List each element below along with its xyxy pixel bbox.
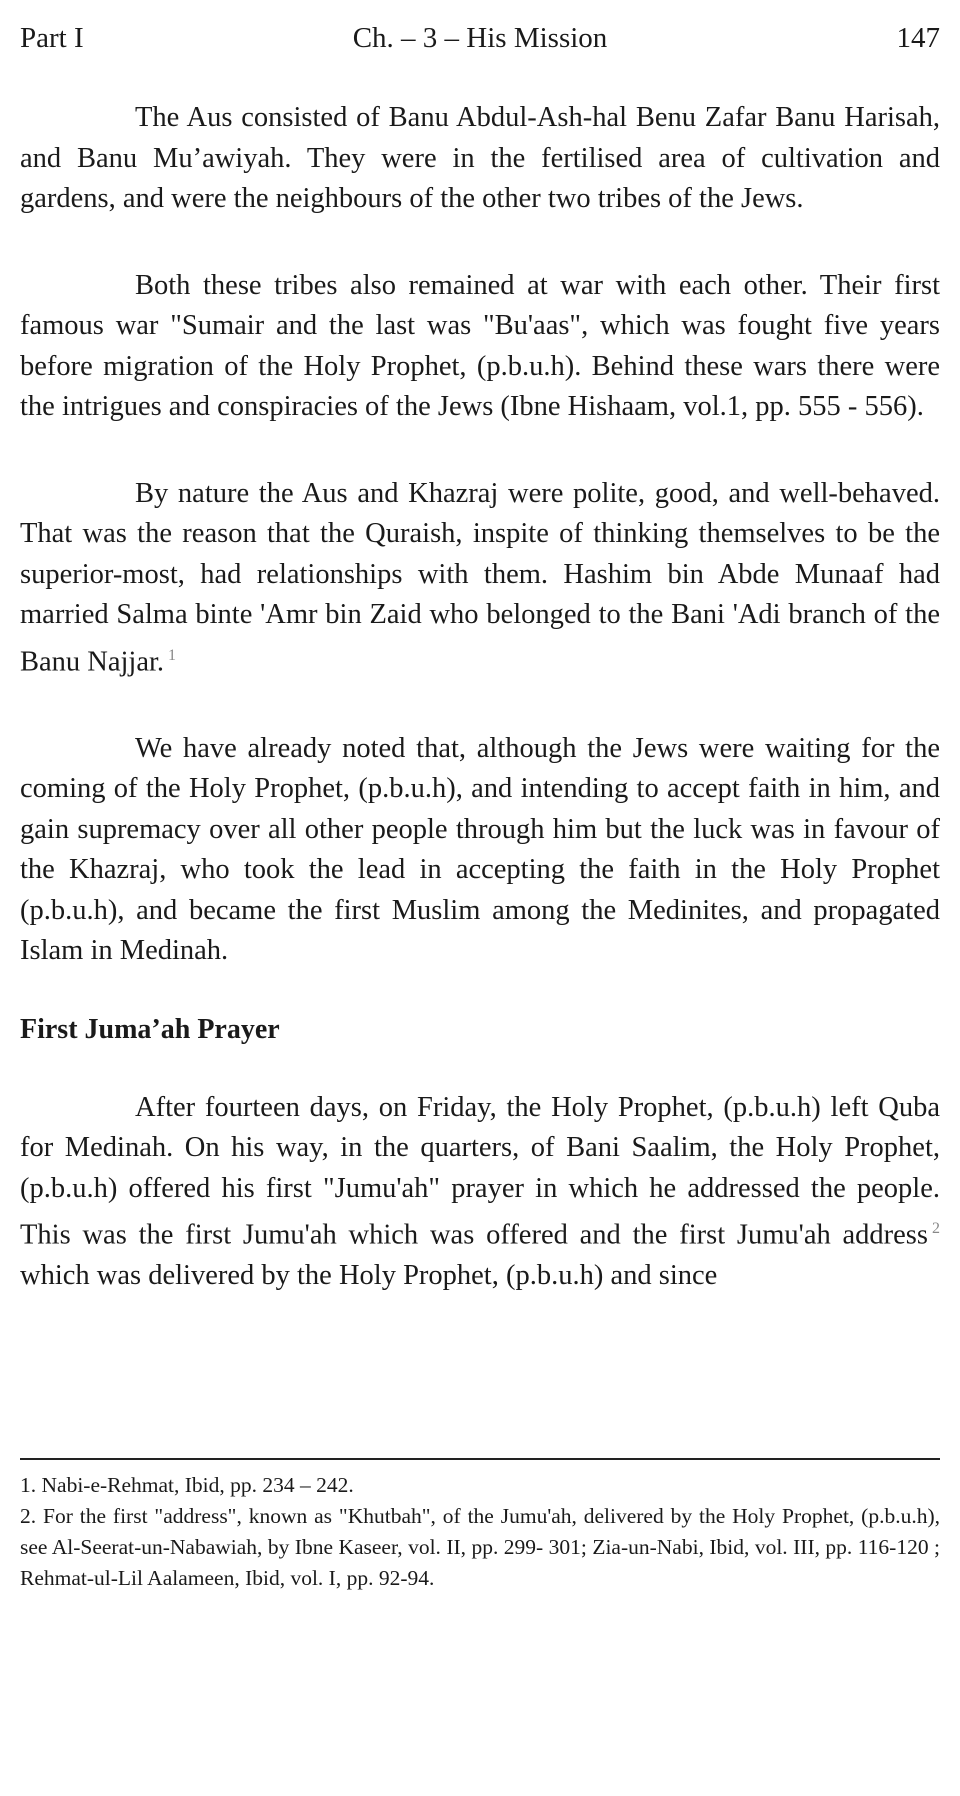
paragraph-first-jumuah	[20, 1088, 940, 1297]
paragraph-tribal-wars: Both these tribes also remained at war with each other. Their first famous war "Sumair and the last was "Bu'aas", which was fought five years before migration of the Holy Prophet, (p.b.u.h). Behind these wars there were the intrigues and conspiracies of the Jews (Ibne Hishaam, vol.1, pp. 555 - 556).	[20, 269, 940, 422]
book-page	[20, 0, 940, 1796]
footnote-1: 1. Nabi-e-Rehmat, Ibid, pp. 234 – 242.	[20, 1473, 354, 1497]
running-header	[20, 22, 940, 62]
footnote-marker-2[interactable]: 2	[932, 1220, 940, 1237]
chapter-title: Ch. – 3 – His Mission	[352, 22, 608, 54]
paragraph-aus-khazraj-nature	[20, 474, 940, 683]
footnotes	[20, 1470, 940, 1594]
footnote-marker-1[interactable]: 1	[168, 646, 177, 664]
paragraph-khazraj-faith: We have already noted that, although the Jews were waiting for the coming of the Holy Prophet, (p.b.u.h), and intending to accept faith in him, and gain supremacy over all other people through him but the luck was in favour of the Khazraj, who took the lead in accepting the faith in the Holy Prophet (p.b.u.h), and became the first Muslim among the Medinites, and propagated Islam in Medinah.	[20, 732, 940, 966]
section-heading: First Juma’ah Prayer	[20, 1013, 280, 1045]
part-label: Part I	[20, 22, 84, 54]
paragraph-text: After fourteen days, on Friday, the Holy Prophet, (p.b.u.h) left Quba for Medinah. On his way, in the quarters, of Bani Saalim, the Holy Prophet, (p.b.u.h) offered his first "Jumu'ah" prayer in which he addressed the people. This was the first Jumu'ah which was offered and the first Jumu'ah address	[20, 1091, 940, 1251]
paragraph-text: By nature the Aus and Khazraj were polite, good, and well-behaved. That was the reason that the Quraish, inspite of thinking themselves to be the superior-most, had relationships with them. Hashim bin Abde Munaaf had married Salma binte 'Amr bin Zaid who belonged to the Bani 'Adi branch of the Banu Najjar.	[20, 477, 940, 677]
paragraph-text-end: which was delivered by the Holy Prophet, (p.b.u.h) and since	[20, 1260, 718, 1291]
footnote-2: 2. For the first "address", known as "Khutbah", of the Jumu'ah, delivered by the Holy Prophet, (p.b.u.h), see Al-Seerat-un-Nabawiah, by Ibne Kaseer, vol. II, pp. 299- 301; Zia-un-Nabi, Ibid, vol. III, pp. 116-120 ; Rehmat-ul-Lil Aalameen, Ibid, vol. I, pp. 92-94.	[20, 1504, 940, 1590]
page-number: 147	[896, 22, 940, 54]
paragraph-aus-tribes: The Aus consisted of Banu Abdul-Ash-hal Benu Zafar Banu Harisah, and Banu Mu’awiyah. They were in the fertilised area of cultivation and gardens, and were the neighbours of the other two tribes of the Jews.	[20, 102, 940, 214]
page-body	[20, 98, 940, 1297]
footnote-divider	[20, 1458, 940, 1460]
